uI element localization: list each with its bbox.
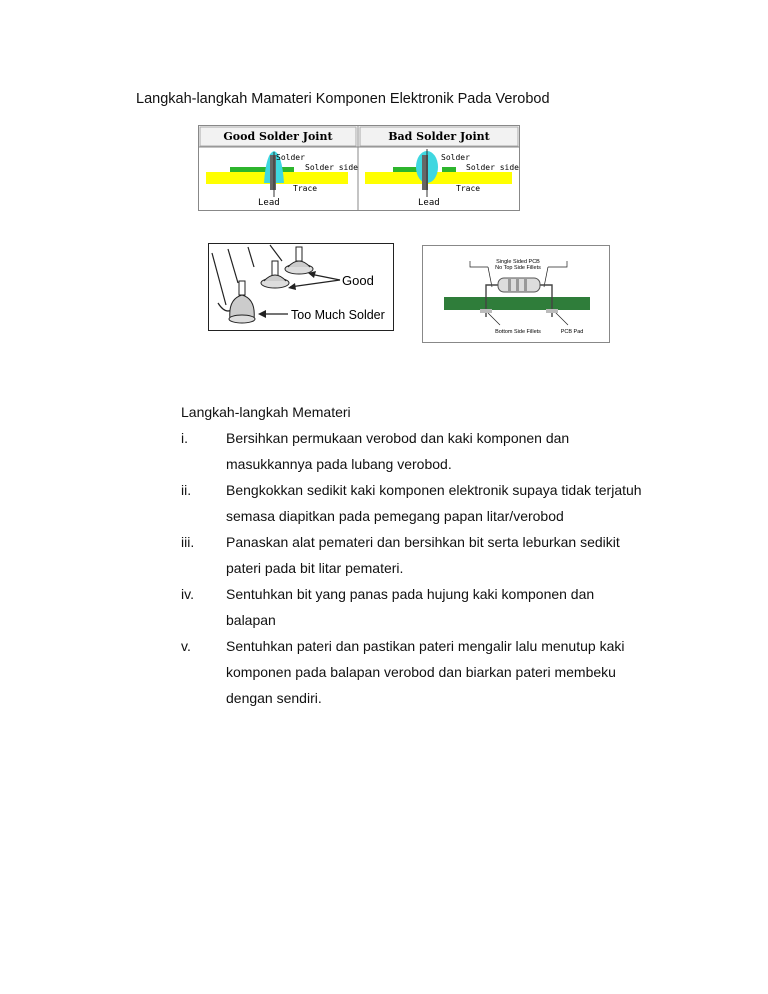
good-solder-side-label: Solder side xyxy=(305,163,358,172)
pcb-diagram-figure xyxy=(422,245,610,343)
step-text-line: masukkannya pada lubang verobod. xyxy=(226,456,452,472)
good-solder-label: Solder xyxy=(276,153,305,162)
too-much-solder-label: Too Much Solder xyxy=(291,308,385,322)
step-text-line: komponen pada balapan verobod dan biarkan pateri membeku xyxy=(226,664,616,680)
step-text-line: Sentuhkan bit yang panas pada hujung kaki komponen dan xyxy=(226,586,595,602)
step-text-line: Bengkokkan sedikit kaki komponen elektronik supaya tidak terjatuh xyxy=(226,482,642,498)
step-number: v. xyxy=(181,638,191,654)
good-trace-label: Trace xyxy=(293,184,318,193)
step-item xyxy=(181,581,701,633)
pcb-bottom-right-label: PCB Pad xyxy=(560,329,584,335)
step-item xyxy=(181,633,701,711)
step-text-line: Panaskan alat pemateri dan bersihkan bit serta leburkan sedikit xyxy=(226,534,620,550)
step-item xyxy=(181,477,701,529)
step-text-line: dengan sendiri. xyxy=(226,690,322,706)
pcb-top-label-2: No Top Side Fillets xyxy=(495,265,541,271)
step-text-line: Sentuhkan pateri dan pastikan pateri mengalir lalu menutup kaki xyxy=(226,638,625,654)
step-text-line: balapan xyxy=(226,612,276,628)
step-text-line: Bersihkan permukaan verobod dan kaki komponen dan xyxy=(226,430,570,446)
good-joint-header: Good Solder Joint xyxy=(223,130,333,143)
step-number: iii. xyxy=(181,534,195,550)
bad-joint-header: Bad Solder Joint xyxy=(388,130,490,143)
document-title: Langkah-langkah Mamateri Komponen Elektronik Pada Verobod xyxy=(136,91,550,107)
steps-heading: Langkah-langkah Memateri xyxy=(181,404,351,420)
step-text-line: semasa diapitkan pada pemegang papan litar/verobod xyxy=(226,508,564,524)
good-lead-label: Lead xyxy=(258,198,280,208)
good-label: Good xyxy=(342,273,374,288)
solder-amount-figure xyxy=(208,243,394,331)
step-item xyxy=(181,529,701,581)
step-number: iv. xyxy=(181,586,194,602)
step-text-line: pateri pada bit litar pemateri. xyxy=(226,560,404,576)
bad-solder-label: Solder xyxy=(441,153,470,162)
solder-joint-table-figure xyxy=(198,125,520,211)
step-number: ii. xyxy=(181,482,192,498)
pcb-top-label-1: Single Sided PCB xyxy=(496,259,540,265)
pcb-board xyxy=(444,297,590,310)
step-item xyxy=(181,425,701,477)
steps-list xyxy=(181,425,701,711)
bad-trace-label: Trace xyxy=(456,184,481,193)
bad-solder-side-label: Solder side xyxy=(466,163,519,172)
step-number: i. xyxy=(181,430,188,446)
pcb-bottom-left-label: Bottom Side Fillets xyxy=(495,329,541,335)
bad-lead-label: Lead xyxy=(418,198,440,208)
